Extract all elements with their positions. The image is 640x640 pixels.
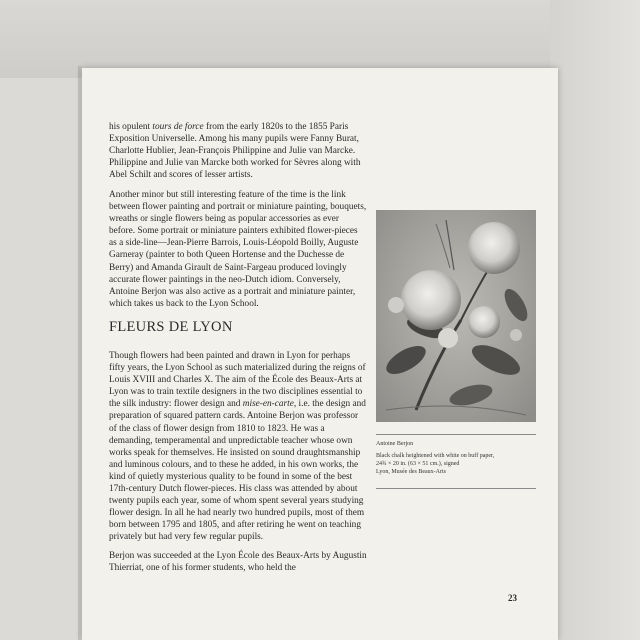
paragraph-3-emphasis: mise-en-carte: [242, 399, 294, 410]
paragraph-1-rest: from the early 1820s to the 1855 Paris Exposition Universelle. Among his many pupils were Fanny Burat, Charlotte Hublier, Jean-François Philippine and Julie van Marcke. Philippine and Julie van Marcke both worked for Sèvres along with Abel Schilt and scores of lesser artists.: [109, 122, 361, 181]
page-number: 23: [508, 593, 517, 603]
paragraph-3: [109, 350, 367, 544]
caption-line-3: Lyon, Musée des Beaux-Arts: [376, 469, 446, 475]
paragraph-3-start: Though flowers had been painted and drawn in Lyon for perhaps fifty years, the Lyon School as such materialized during the reigns of Louis XVIII and Charles X. The aim of the École des Beaux-Arts at Lyon was to train textile designers in the two disciplines essential to the silk industry: flower design and: [109, 351, 366, 410]
paragraph-3-rest: , i.e. the design and preparation of squared pattern cards. Antoine Berjon was professor of the class of flower design from 1810 to 1823. He was a demanding, temperamental and unpredictable teacher whose own works speak for themselves. He insisted on sound draughtsmanship and luminous colours, and to these he added, in his own works, the kind of quietly mysterious quality to be found in some of the best 17th-century Dutch flower-pieces. His class was attended by about twenty pupils each year, some of whom spent several years studying flower design. In all he had nearly two hundred pupils, most of them born between 1795 and 1805, and after retiring he went on teaching privately but had very few regular pupils.: [109, 399, 366, 543]
caption-title: Antoine Berjon: [376, 441, 414, 447]
paragraph-4-text: Berjon was succeeded at the Lyon École des Beaux-Arts by Augustin Thierriat, one of his former students, who held the: [109, 551, 367, 574]
paragraph-2: [109, 189, 367, 310]
paragraph-1-emphasis: tours de force: [152, 122, 204, 132]
flower-drawing-plate: [376, 210, 536, 422]
background-top: [0, 0, 640, 78]
paragraph-2-text: Another minor but still interesting feature of the time is the link between flower painting and portrait or miniature painting, bouquets, wreaths or single flowers being as popular accessories as ever before. Some portrait or miniature painters exhibited flower-pieces as a side-line—Jean-Pierre Barrois, Louis-Léopold Boilly, Auguste Garneray (painter to both Queen Hortense and the Duchesse de Berry) and Amanda Girault de Saint-Fargeau produced lovingly accurate flower paintings in the neo-Dutch idiom. Conversely, Antoine Berjon was also active as a portrait and miniature painter, which takes us back to the Lyon School.: [109, 190, 367, 309]
caption-description: [376, 452, 536, 476]
caption-rule-bottom: [376, 488, 536, 489]
caption-line-2: 24¾ × 20 in. (63 × 51 cm.), signed: [376, 461, 460, 467]
background-side: [550, 0, 640, 640]
paragraph-1: [109, 121, 367, 181]
paragraph-1-start: his opulent: [109, 122, 153, 132]
book-page: [82, 68, 558, 640]
caption-line-1: Black chalk heightened with white on buff paper,: [376, 453, 495, 459]
hydrangea-illustration: [376, 210, 536, 422]
caption-rule-top: [376, 434, 536, 435]
paragraph-4: [109, 550, 367, 574]
section-heading: FLEURS DE LYON: [109, 319, 233, 335]
